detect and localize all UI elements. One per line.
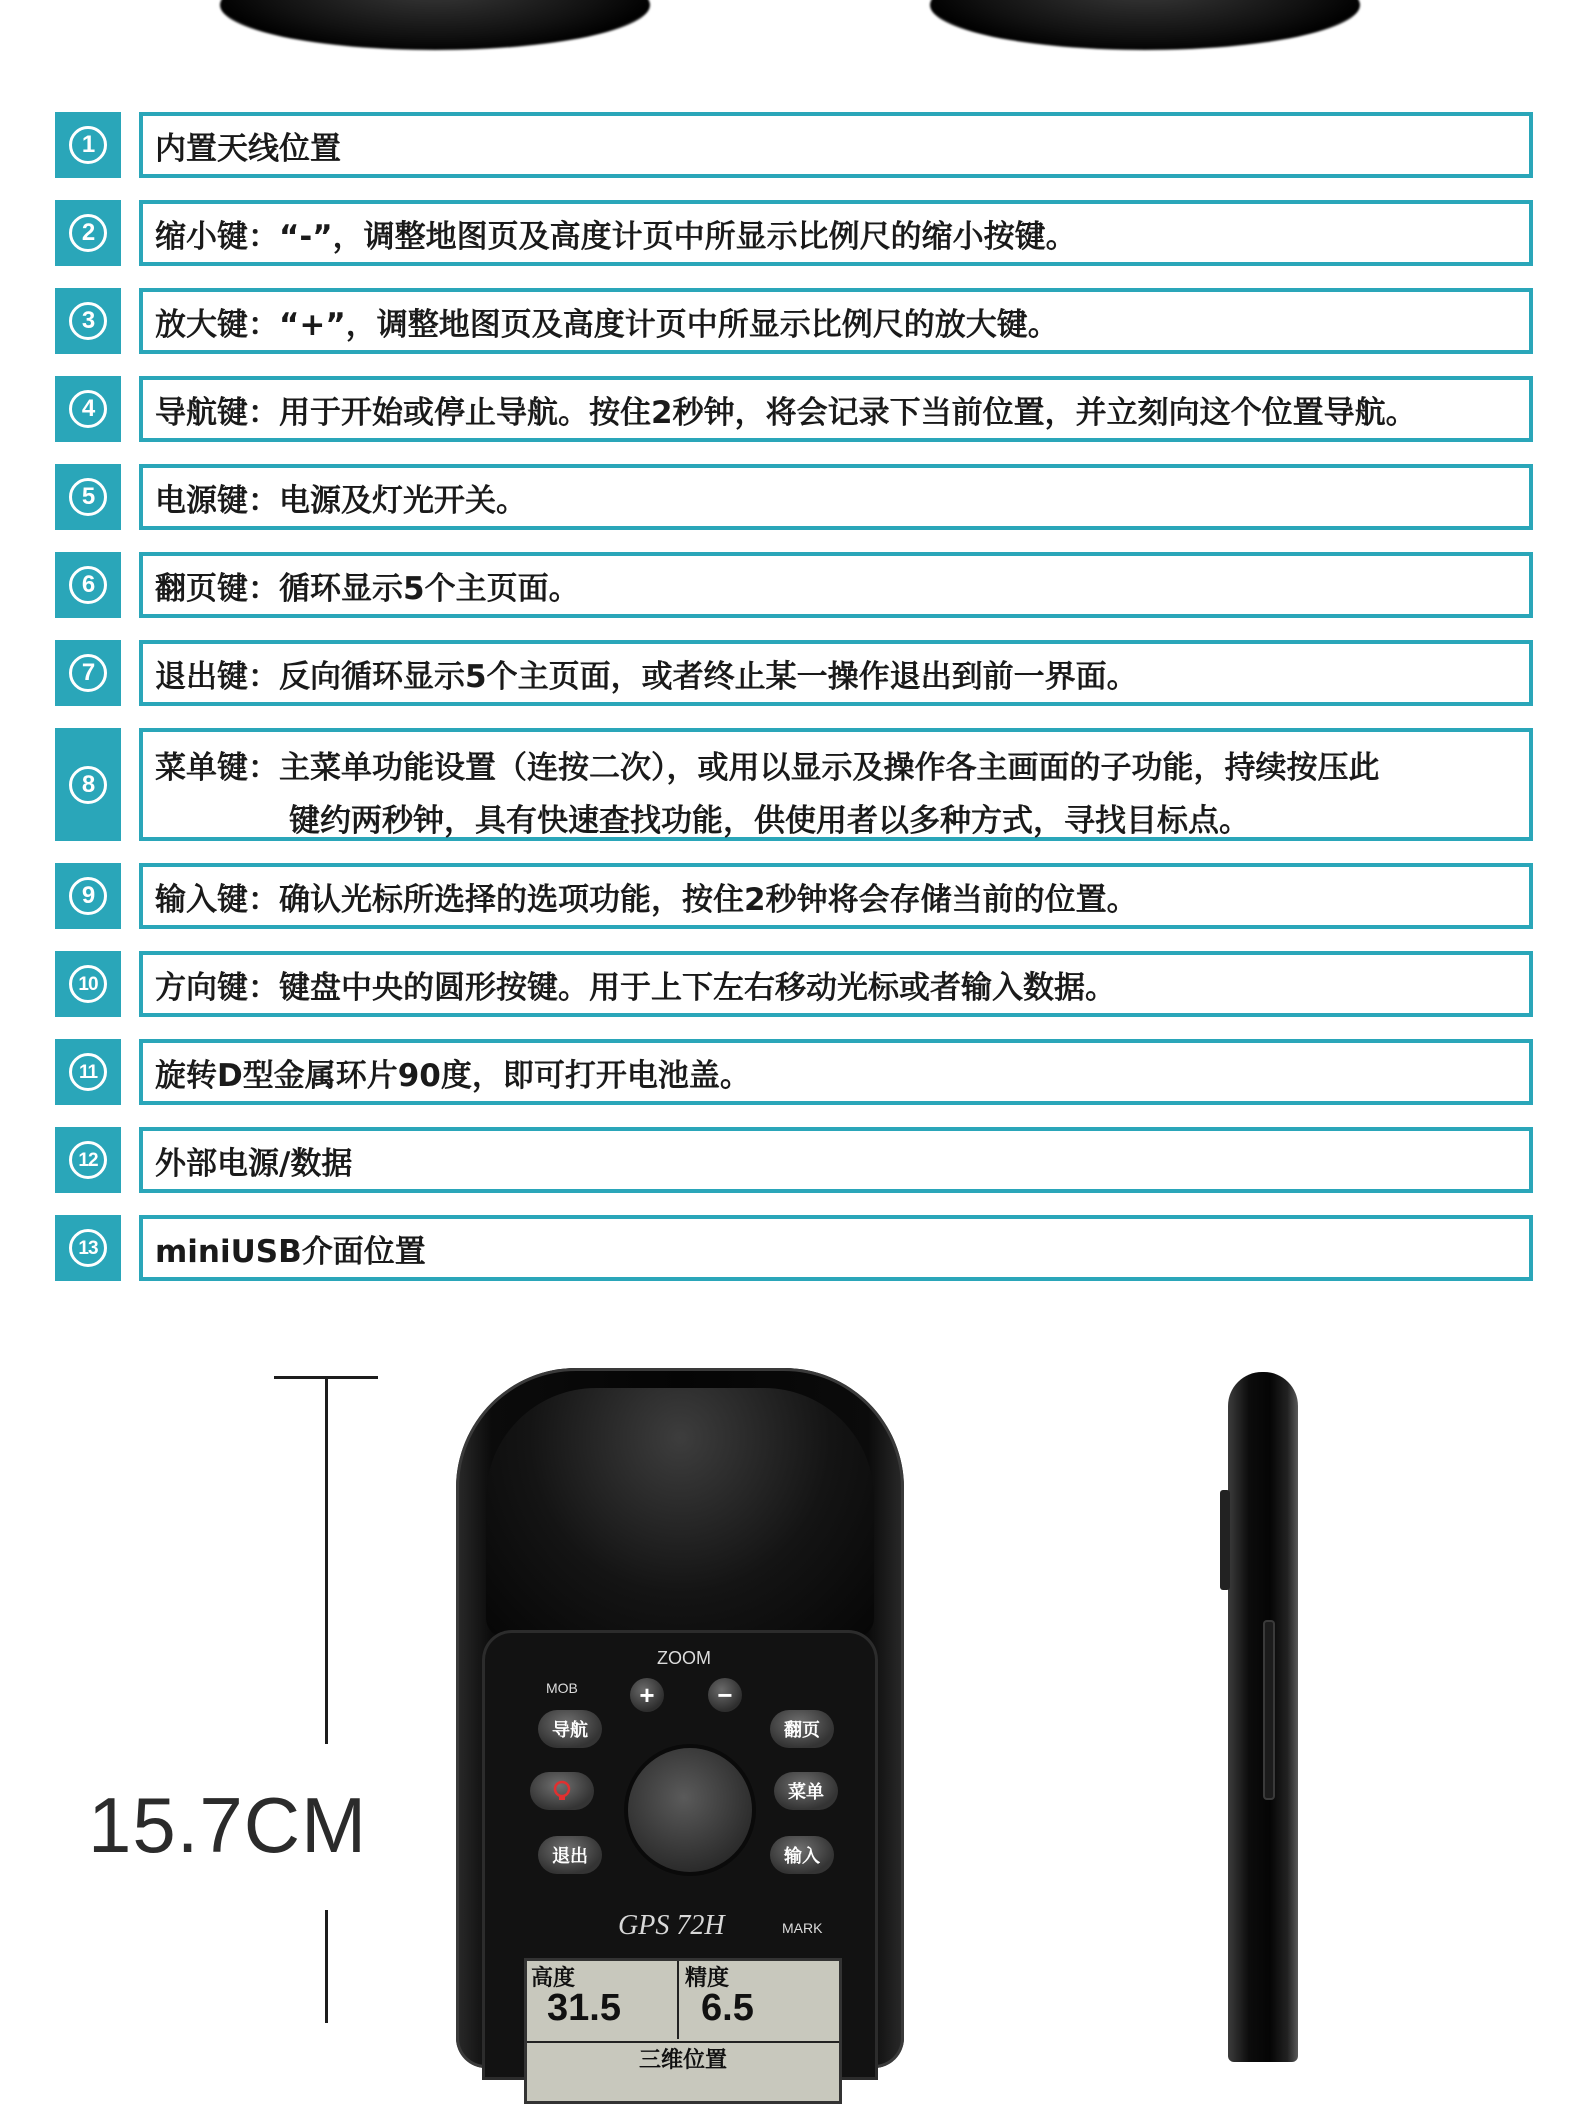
feature-row (55, 728, 1533, 841)
feature-number-badge (55, 640, 121, 706)
feature-number: 8 (69, 766, 107, 804)
device-base-left (220, 0, 650, 50)
feature-row (55, 1039, 1533, 1105)
feature-row (55, 200, 1533, 266)
accuracy-cell (681, 1961, 831, 2039)
feature-description: 放大键：“+”，调整地图页及高度计页中所显示比例尺的放大键。 (139, 288, 1533, 354)
feature-number-badge (55, 1127, 121, 1193)
mob-label: MOB (546, 1680, 578, 1696)
feature-description: miniUSB介面位置 (139, 1215, 1533, 1281)
feature-row (55, 640, 1533, 706)
direction-pad (628, 1748, 752, 1872)
feature-number: 5 (69, 478, 107, 516)
feature-row (55, 552, 1533, 618)
feature-number-badge (55, 288, 121, 354)
feature-number: 3 (69, 302, 107, 340)
antenna-cap (486, 1388, 874, 1638)
feature-number: 10 (69, 965, 107, 1003)
feature-description-line2: 键约两秒钟，具有快速查找功能，供使用者以多种方式，寻找目标点。 (289, 803, 1250, 839)
height-dimension-label: 15.7CM (88, 1781, 368, 1869)
power-button (530, 1772, 594, 1810)
enter-button: 输入 (770, 1836, 834, 1874)
feature-number: 11 (69, 1053, 107, 1091)
feature-number: 13 (69, 1229, 107, 1267)
feature-number: 1 (69, 126, 107, 164)
keypad-panel (482, 1630, 878, 2080)
mark-label: MARK (782, 1920, 823, 1936)
device-screen (524, 1958, 842, 2104)
feature-number: 2 (69, 214, 107, 252)
feature-description: 电源键：电源及灯光开关。 (139, 464, 1533, 530)
dimension-line-lower (325, 1910, 328, 2023)
feature-number-badge (55, 1215, 121, 1281)
page-button: 翻页 (770, 1710, 834, 1748)
nav-button: 导航 (538, 1710, 602, 1748)
feature-row (55, 112, 1533, 178)
feature-number-badge (55, 951, 121, 1017)
feature-row (55, 288, 1533, 354)
zoom-label: ZOOM (657, 1648, 711, 1668)
side-button (1220, 1490, 1230, 1590)
altitude-label: 高度 (531, 1966, 576, 1991)
side-port-cover (1263, 1620, 1275, 1800)
feature-description: 内置天线位置 (139, 112, 1533, 178)
feature-row (55, 1215, 1533, 1281)
feature-number-badge (55, 863, 121, 929)
feature-row (55, 376, 1533, 442)
light-bulb-icon (549, 1778, 575, 1804)
feature-description: 外部电源/数据 (139, 1127, 1533, 1193)
feature-number: 12 (69, 1141, 107, 1179)
feature-number-badge (55, 376, 121, 442)
altitude-cell (527, 1961, 679, 2039)
feature-number: 4 (69, 390, 107, 428)
gps-device-front (456, 1368, 904, 2073)
feature-description (139, 728, 1533, 841)
quit-button: 退出 (538, 1836, 602, 1874)
feature-number-badge (55, 464, 121, 530)
feature-row (55, 951, 1533, 1017)
menu-button: 菜单 (774, 1772, 838, 1810)
feature-description: 导航键：用于开始或停止导航。按住2秒钟，将会记录下当前位置，并立刻向这个位置导航。 (139, 376, 1533, 442)
zoom-out-button: − (708, 1678, 742, 1712)
accuracy-label: 精度 (685, 1966, 730, 1991)
feature-number: 6 (69, 566, 107, 604)
feature-number: 7 (69, 654, 107, 692)
feature-number-badge (55, 728, 121, 841)
feature-number-badge (55, 552, 121, 618)
position-status: 三维位置 (527, 2041, 839, 2074)
feature-description: 翻页键：循环显示5个主页面。 (139, 552, 1533, 618)
model-label: GPS 72H (618, 1910, 725, 1941)
feature-row (55, 1127, 1533, 1193)
feature-number-badge (55, 112, 121, 178)
feature-number-badge (55, 1039, 121, 1105)
dimension-line-upper (325, 1376, 328, 1744)
feature-number-badge (55, 200, 121, 266)
altitude-value: 31.5 (547, 1987, 621, 2029)
feature-description: 旋转D型金属环片90度，即可打开电池盖。 (139, 1039, 1533, 1105)
feature-description-line1: 菜单键：主菜单功能设置（连按二次），或用以显示及操作各主画面的子功能，持续按压此 (155, 750, 1380, 786)
feature-description: 输入键：确认光标所选择的选项功能，按住2秒钟将会存储当前的位置。 (139, 863, 1533, 929)
feature-row (55, 863, 1533, 929)
feature-description: 方向键：键盘中央的圆形按键。用于上下左右移动光标或者输入数据。 (139, 951, 1533, 1017)
feature-description: 退出键：反向循环显示5个主页面，或者终止某一操作退出到前一界面。 (139, 640, 1533, 706)
device-base-right (930, 0, 1360, 50)
zoom-in-button: + (630, 1678, 664, 1712)
feature-row (55, 464, 1533, 530)
accuracy-value: 6.5 (701, 1987, 754, 2029)
feature-number: 9 (69, 877, 107, 915)
feature-description: 缩小键：“-”，调整地图页及高度计页中所显示比例尺的缩小按键。 (139, 200, 1533, 266)
